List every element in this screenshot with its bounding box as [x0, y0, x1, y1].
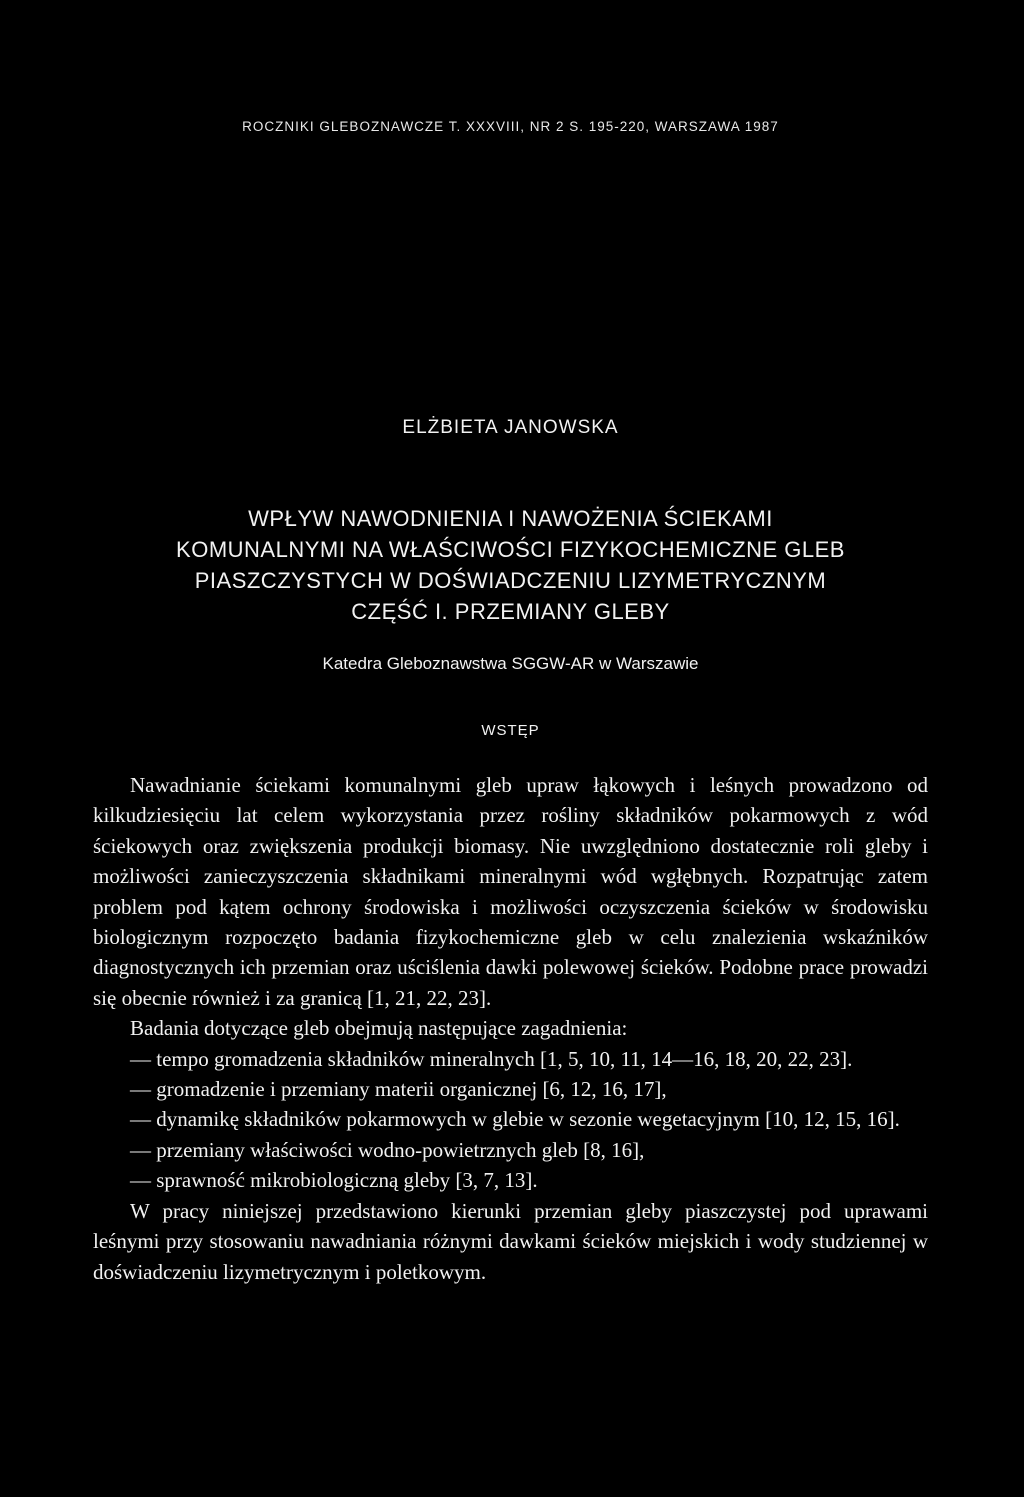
section-heading: WSTĘP — [481, 722, 540, 739]
running-head: ROCZNIKI GLEBOZNAWCZE T. XXXVIII, NR 2 S. 195-220, WARSZAWA 1987 — [242, 119, 779, 134]
list-item: — przemiany właściwości wodno-powietrznych gleb [8, 16], — [130, 1137, 645, 1162]
title-line: KOMUNALNYMI NA WŁAŚCIWOŚCI FIZYKOCHEMICZNE GLEB — [176, 537, 845, 562]
affiliation: Katedra Gleboznawstwa SGGW-AR w Warszawie — [322, 654, 699, 673]
body-text — [93, 770, 928, 1287]
paragraph: W pracy niniejszej przedstawiono kierunki przemian gleby piaszczystej pod uprawami leśnymi przy stosowaniu nawadniania różnymi dawkami ścieków miejskich i wody studziennej w doświadczeniu lizymetrycznym i poletkowym. — [93, 1198, 928, 1284]
paragraph: Badania dotyczące gleb obejmują następujące zagadnienia: — [130, 1016, 628, 1041]
article-title — [93, 503, 928, 627]
paragraph: Nawadnianie ściekami komunalnymi gleb upraw łąkowych i leśnych prowadzono od kilkudziesięciu lat celem wykorzystania przez rośliny składników pokarmowych z wód ściekowych oraz zwiększenia produkcji biomasy. Nie uwzględniono dostatecznie roli gleby i możliwości zanieczyszczenia składnikami mineralnymi wód wgłębnych. Rozpatrując zatem problem pod kątem ochrony środowiska i możliwości oczyszczenia ścieków w środowisku biologicznym rozpoczęto badania fizykochemiczne gleb w celu znalezienia wskaźników diagnostycznych ich przemian oraz uściślenia dawki polewowej ścieków. Podobne prace prowadzi się obecnie również i za granicą [1, 21, 22, 23]. — [93, 773, 928, 1010]
list-item: — gromadzenie i przemiany materii organicznej [6, 12, 16, 17], — [130, 1077, 667, 1102]
list-item: — sprawność mikrobiologiczną gleby [3, 7, 13]. — [130, 1168, 538, 1193]
list-item: — tempo gromadzenia składników mineralnych [1, 5, 10, 11, 14—16, 18, 20, 22, 23]. — [130, 1046, 853, 1071]
list-item: — dynamikę składników pokarmowych w glebie w sezonie wegetacyjnym [10, 12, 15, 16]. — [130, 1107, 900, 1132]
author-name: ELŻBIETA JANOWSKA — [402, 417, 619, 438]
title-line: CZĘŚĆ I. PRZEMIANY GLEBY — [351, 599, 670, 624]
title-line: WPŁYW NAWODNIENIA I NAWOŻENIA ŚCIEKAMI — [248, 506, 773, 531]
title-line: PIASZCZYSTYCH W DOŚWIADCZENIU LIZYMETRYCZNYM — [194, 568, 827, 593]
